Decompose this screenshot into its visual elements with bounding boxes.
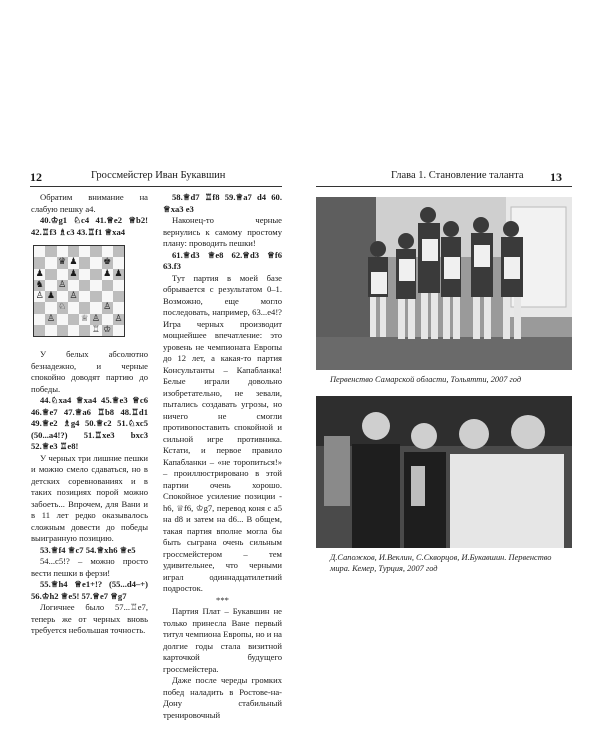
white-pawn-icon: ♙ (46, 313, 55, 324)
photo-1-caption: Первенство Самарской области, Тольятти, 2007 год (330, 375, 522, 384)
black-pawn-icon: ♟ (114, 268, 123, 279)
black-king-icon: ♚ (103, 257, 112, 268)
black-pawn-icon: ♟ (103, 268, 112, 279)
black-pawn-icon: ♟ (35, 268, 44, 279)
move-line: 61.♕d3 ♕e8 62.♕d3 ♕f6 63.f3 (163, 249, 282, 271)
paragraph: Наконец-то черные вернулись к самому простому плану: проводить пешки! (163, 215, 282, 248)
white-rook-icon: ♖ (91, 324, 100, 335)
left-header-rule (30, 186, 282, 187)
paragraph: Партия Плат – Букавшин не только принесла Ване первый титул чемпиона Европы, но и на долгие годы стала визитной карточкой будущего гроссмейстера. (163, 606, 282, 674)
white-pawn-icon: ♙ (103, 302, 112, 313)
black-knight-icon: ♞ (35, 279, 44, 290)
paragraph: У черных три лишние пешки и можно смело сдаваться, но в детских соревнованиях и в таких позициях порой можно забоеть... Впрочем, для Вани и в 11 лет редко оказывалось сложным довести до победы выигранную позицию. (31, 452, 148, 543)
white-pawn-icon: ♙ (91, 313, 100, 324)
photo-kemer-boys (316, 396, 572, 548)
photo-tolyatti-group (316, 197, 572, 370)
move-line: 40.♔g1 ♘c4 41.♕e2 ♕b2! 42.♖f3 ♗c3 43.♖f1 ♕xa4 (31, 215, 148, 237)
paragraph: Обратим внимание на слабую пешку а4. (31, 192, 148, 214)
paragraph: Даже после череды громких побед наладить в Ростове-на-Дону стабильный тренировочный (163, 675, 282, 720)
move-line: 55.♕h4 ♕e1+!? (55...d4–+) 56.♔h2 ♕e5! 57.♕e7 ♕g7 (31, 579, 148, 601)
black-queen-icon: ♛ (58, 257, 67, 268)
paragraph: 54...c5!? – можно просто вести пешки в ферзи! (31, 556, 148, 578)
move-line: 44.♘xa4 ♕xa4 45.♕e3 ♕c6 46.♕e7 47.♕a6 ♖b8 48.♖d1 49.♕e2 ♗g4 50.♕c2 51.♘xc5 (50...a4!?) 51.♖xe3 bxc3 52.♕e3 ♖e8! (31, 395, 148, 451)
section-break: *** (216, 594, 229, 605)
black-pawn-icon: ♟ (69, 268, 78, 279)
right-page-number: 13 (550, 170, 562, 184)
white-pawn-icon: ♙ (35, 291, 44, 302)
right-header-rule (316, 186, 572, 187)
left-page-number: 12 (30, 170, 42, 184)
photo-2-caption: Д.Сапожков, И.Веклин, С.Скворцов, И.Букавшин. Первенство мира. Кемер, Турция, 2007 год (330, 553, 552, 573)
left-column-1-bottom (31, 349, 148, 637)
white-king-icon: ♔ (103, 324, 112, 335)
paragraph: Тут партия в моей базе обрывается с результатом 0–1. Возможно, еще могло последовать, например, 63...e4!? Игра черных производит мощнейшее впечатление: это уровень не чемпионата Европы до 12 лет, а какая-то партия Консультанты – Капабланка! Белые играли довольно изобретательно, не зевали, пытались создавать угрозы, но ничего не смогли противопоставить спокойной и сильной игре противника. Кстати, и первое правило Капабланки – «не торопиться!» – проиллюстрировано в этой партии очень хорошо. Спокойное усиление позиции - h6, ♕f6, ♔g7, перевод коня с а5 на d8 и затем на d6... В общем, такая партия вполне могла бы быть сыграна очень сильным гроссмейстером – тем удивительнее, что черными играл одиннадцатилетний подросток. (163, 272, 282, 593)
black-pawn-icon: ♟ (69, 257, 78, 268)
white-pawn-icon: ♙ (69, 291, 78, 302)
left-running-head: Гроссмейстер Иван Букавшин (91, 170, 226, 181)
paragraph: У белых абсолютно безнадежно, и черные спокойно доводят партию до победы. (31, 349, 148, 394)
white-pawn-icon: ♙ (58, 279, 67, 290)
left-column-2 (163, 192, 282, 721)
move-line: 58.♕d7 ♖f8 59.♕a7 d4 60. ♕xa3 e3 (163, 192, 282, 214)
paragraph: Логичнее было 57...♖e7, теперь же от черных вновь требуется небольшая точность. (31, 602, 148, 635)
white-knight-icon: ♘ (58, 302, 67, 313)
left-column-1-top (31, 192, 148, 238)
white-pawn-icon: ♙ (114, 313, 123, 324)
move-line: 53.♕f4 ♕c7 54.♕xh6 ♕e5 (40, 544, 136, 555)
black-pawn-icon: ♟ (46, 291, 55, 302)
white-queen-icon: ♕ (80, 313, 89, 324)
right-running-head: Глава 1. Становление таланта (391, 170, 524, 181)
chess-diagram (33, 245, 125, 337)
